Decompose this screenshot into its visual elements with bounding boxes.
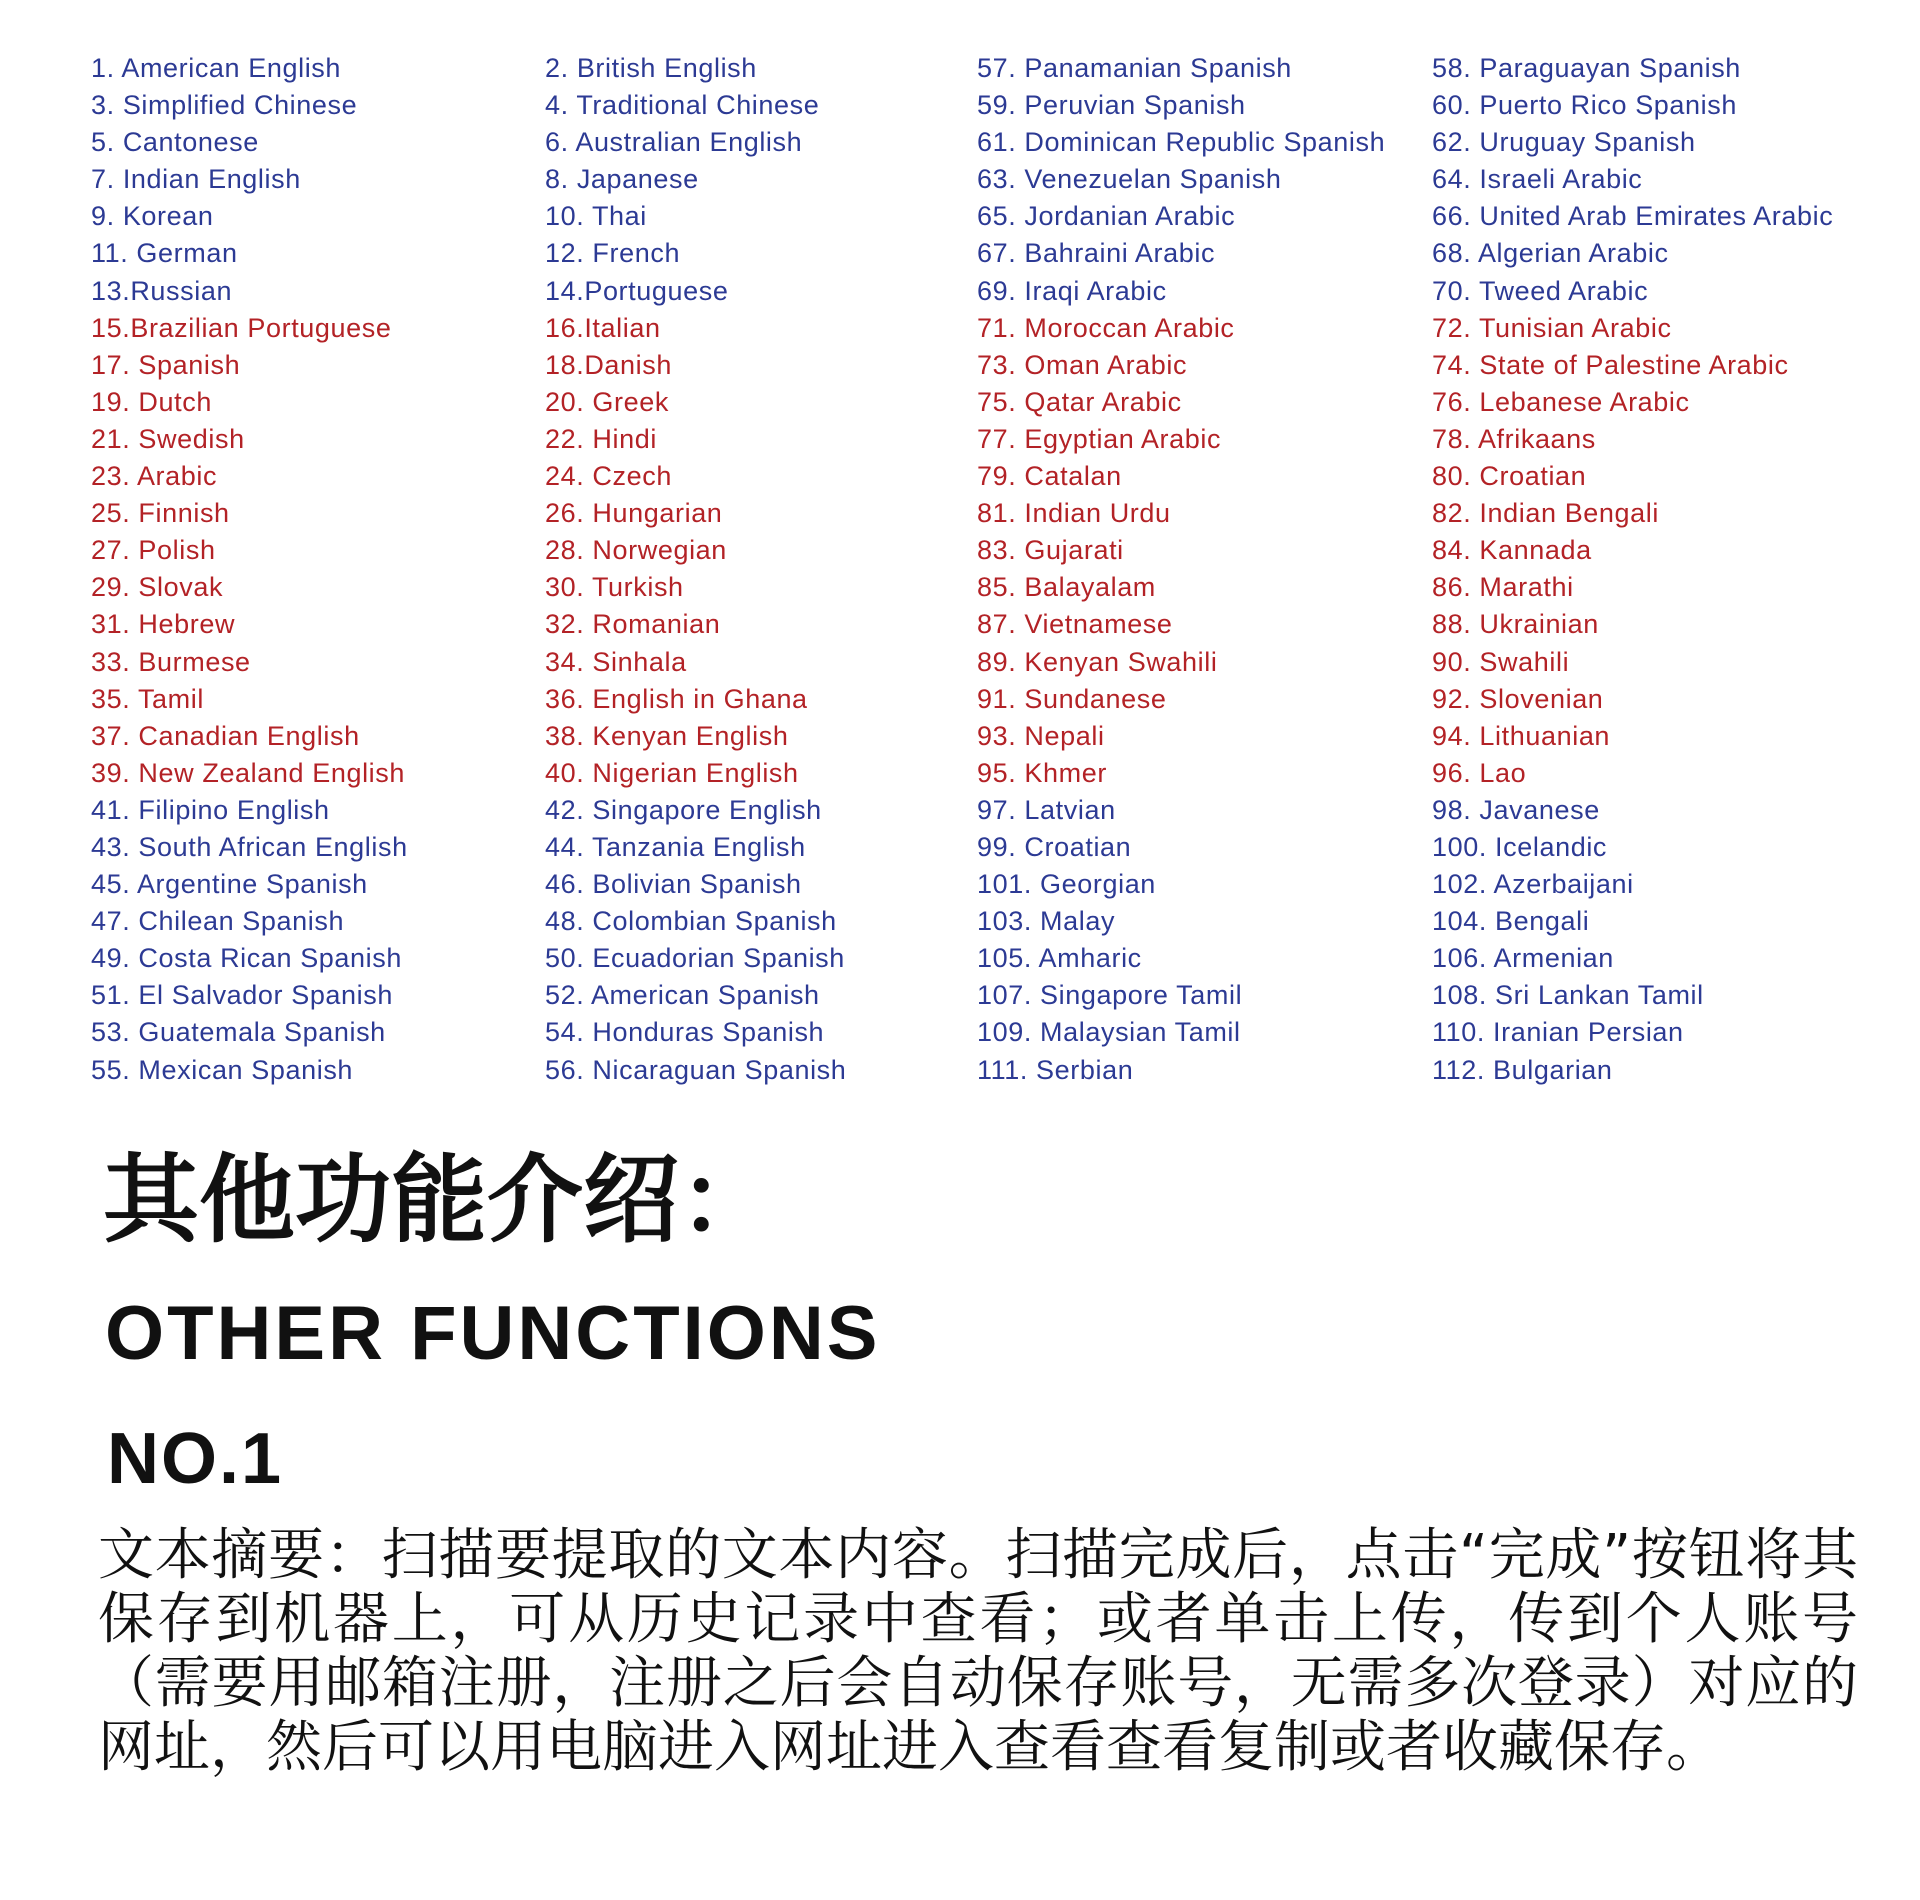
- language-item: 42. Singapore English: [545, 794, 822, 825]
- language-item: 1. American English: [91, 53, 342, 83]
- language-item: 88. Ukrainian: [1432, 609, 1599, 640]
- language-item: 105. Amharic: [977, 943, 1142, 974]
- language-item: 41. Filipino English: [91, 794, 330, 825]
- language-item: 99. Croatian: [977, 831, 1132, 862]
- section-title-english: OTHER FUNCTIONS: [105, 1291, 881, 1376]
- language-item: 98. Javanese: [1432, 794, 1600, 825]
- language-item: 83. Gujarati: [977, 535, 1124, 566]
- language-item: 104. Bengali: [1432, 906, 1590, 937]
- language-item: 44. Tanzania English: [545, 831, 806, 862]
- language-item: 60. Puerto Rico Spanish: [1432, 90, 1737, 121]
- language-item: 107. Singapore Tamil: [977, 980, 1243, 1011]
- language-item: 39. New Zealand English: [91, 757, 405, 788]
- language-item: 49. Costa Rican Spanish: [91, 943, 402, 974]
- language-item: 35. Tamil: [91, 683, 204, 714]
- language-item: 53. Guatemala Spanish: [91, 1017, 386, 1048]
- language-item: 68. Algerian Arabic: [1432, 238, 1669, 269]
- language-item: 65. Jordanian Arabic: [977, 201, 1236, 232]
- language-item: 75. Qatar Arabic: [977, 386, 1182, 417]
- language-item: 77. Egyptian Arabic: [977, 423, 1222, 454]
- section-title-chinese: 其他功能介绍：: [103, 1144, 775, 1256]
- language-item: 102. Azerbaijani: [1432, 869, 1634, 900]
- language-item: 38. Kenyan English: [545, 720, 789, 751]
- language-item: 43. South African English: [91, 831, 408, 862]
- language-item: 94. Lithuanian: [1432, 720, 1611, 751]
- language-item: 82. Indian Bengali: [1432, 498, 1659, 529]
- language-item: 81. Indian Urdu: [977, 498, 1171, 529]
- language-item: 6. Australian English: [545, 127, 803, 158]
- language-item: 66. United Arab Emirates Arabic: [1432, 201, 1834, 232]
- language-item: 55. Mexican Spanish: [91, 1054, 354, 1085]
- language-item: 78. Afrikaans: [1432, 423, 1596, 454]
- language-item: 97. Latvian: [977, 794, 1116, 825]
- language-item: 76. Lebanese Arabic: [1432, 386, 1690, 417]
- language-item: 23. Arabic: [91, 461, 218, 492]
- language-item: 26. Hungarian: [545, 498, 723, 529]
- language-item: 59. Peruvian Spanish: [977, 90, 1246, 121]
- language-item: 90. Swahili: [1432, 646, 1570, 677]
- language-item: 24. Czech: [545, 461, 672, 492]
- language-item: 12. French: [545, 238, 681, 269]
- language-item: 61. Dominican Republic Spanish: [977, 127, 1386, 158]
- language-item: 51. El Salvador Spanish: [91, 980, 393, 1011]
- language-item: 106. Armenian: [1432, 943, 1614, 974]
- language-item: 85. Balayalam: [977, 572, 1156, 603]
- language-item: 28. Norwegian: [545, 535, 727, 566]
- language-item: 71. Moroccan Arabic: [977, 312, 1235, 343]
- language-item: 4. Traditional Chinese: [545, 90, 820, 121]
- language-item: 16.Italian: [545, 312, 661, 343]
- language-item: 101. Georgian: [977, 869, 1156, 900]
- language-item: 74. State of Palestine Arabic: [1432, 349, 1789, 380]
- language-item: 10. Thai: [545, 201, 647, 232]
- language-item: 108. Sri Lankan Tamil: [1432, 980, 1704, 1011]
- language-item: 30. Turkish: [545, 572, 684, 603]
- language-item: 45. Argentine Spanish: [91, 869, 368, 900]
- language-item: 79. Catalan: [977, 461, 1122, 492]
- language-item: 103. Malay: [977, 906, 1116, 937]
- language-item: 47. Chilean Spanish: [91, 906, 345, 937]
- language-item: 14.Portuguese: [545, 275, 729, 306]
- language-column: [977, 50, 1432, 1089]
- language-item: 86. Marathi: [1432, 572, 1574, 603]
- language-item: 37. Canadian English: [91, 720, 360, 751]
- language-item: 63. Venezuelan Spanish: [977, 164, 1282, 195]
- language-item: 32. Romanian: [545, 609, 721, 640]
- language-item: 13.Russian: [91, 275, 233, 306]
- language-item: 29. Slovak: [91, 572, 224, 603]
- language-item: 96. Lao: [1432, 757, 1527, 788]
- language-item: 11. German: [91, 238, 238, 269]
- language-column: [91, 50, 545, 1089]
- language-item: 56. Nicaraguan Spanish: [545, 1054, 847, 1085]
- language-item: 109. Malaysian Tamil: [977, 1017, 1241, 1048]
- language-item: 18.Danish: [545, 349, 672, 380]
- language-item: 69. Iraqi Arabic: [977, 275, 1167, 306]
- language-item: 95. Khmer: [977, 757, 1107, 788]
- language-item: 64. Israeli Arabic: [1432, 164, 1643, 195]
- language-item: 7. Indian English: [91, 164, 301, 195]
- language-item: 100. Icelandic: [1432, 831, 1608, 862]
- language-item: 17. Spanish: [91, 349, 241, 380]
- language-item: 80. Croatian: [1432, 461, 1587, 492]
- language-item: 54. Honduras Spanish: [545, 1017, 825, 1048]
- language-item: 110. Iranian Persian: [1432, 1017, 1684, 1048]
- language-item: 33. Burmese: [91, 646, 251, 677]
- language-item: 67. Bahraini Arabic: [977, 238, 1216, 269]
- language-item: 93. Nepali: [977, 720, 1105, 751]
- language-item: 50. Ecuadorian Spanish: [545, 943, 845, 974]
- language-item: 87. Vietnamese: [977, 609, 1173, 640]
- language-item: 70. Tweed Arabic: [1432, 275, 1649, 306]
- language-item: 9. Korean: [91, 201, 214, 232]
- language-item: 19. Dutch: [91, 386, 212, 417]
- language-column: [1432, 50, 1882, 1089]
- language-item: 57. Panamanian Spanish: [977, 53, 1292, 83]
- language-item: 40. Nigerian English: [545, 757, 799, 788]
- language-item: 22. Hindi: [545, 423, 657, 454]
- language-item: 25. Finnish: [91, 498, 230, 529]
- language-column: [545, 50, 977, 1089]
- language-item: 8. Japanese: [545, 164, 699, 195]
- language-item: 111. Serbian: [977, 1054, 1134, 1085]
- language-item: 84. Kannada: [1432, 535, 1592, 566]
- language-item: 27. Polish: [91, 535, 216, 566]
- language-item: 92. Slovenian: [1432, 683, 1604, 714]
- language-item: 73. Oman Arabic: [977, 349, 1188, 380]
- language-item: 2. British English: [545, 53, 757, 83]
- language-item: 36. English in Ghana: [545, 683, 808, 714]
- language-item: 15.Brazilian Portuguese: [91, 312, 392, 343]
- language-item: 20. Greek: [545, 386, 669, 417]
- language-item: 3. Simplified Chinese: [91, 90, 358, 121]
- section-number: NO.1: [107, 1419, 284, 1499]
- language-item: 31. Hebrew: [91, 609, 236, 640]
- language-item: 46. Bolivian Spanish: [545, 869, 802, 900]
- language-item: 48. Colombian Spanish: [545, 906, 837, 937]
- language-item: 72. Tunisian Arabic: [1432, 312, 1672, 343]
- language-item: 34. Sinhala: [545, 646, 687, 677]
- function-description: 文本摘要：扫描要提取的文本内容。扫描完成后，点击“完成”按钮将其保存到机器上，可从历史记录中查看；或者单击上传，传到个人账号（需要用邮箱注册，注册之后会自动保存账号，无需多次登录）对应的网址，然后可以用电脑进入网址进入查看查看复制或者收藏保存。: [98, 1523, 1858, 1780]
- language-item: 62. Uruguay Spanish: [1432, 127, 1696, 158]
- language-item: 91. Sundanese: [977, 683, 1167, 714]
- language-item: 52. American Spanish: [545, 980, 820, 1011]
- language-item: 58. Paraguayan Spanish: [1432, 53, 1741, 83]
- language-item: 5. Cantonese: [91, 127, 259, 158]
- language-item: 112. Bulgarian: [1432, 1054, 1613, 1085]
- language-list: [91, 50, 1891, 1089]
- language-item: 21. Swedish: [91, 423, 245, 454]
- language-item: 89. Kenyan Swahili: [977, 646, 1218, 677]
